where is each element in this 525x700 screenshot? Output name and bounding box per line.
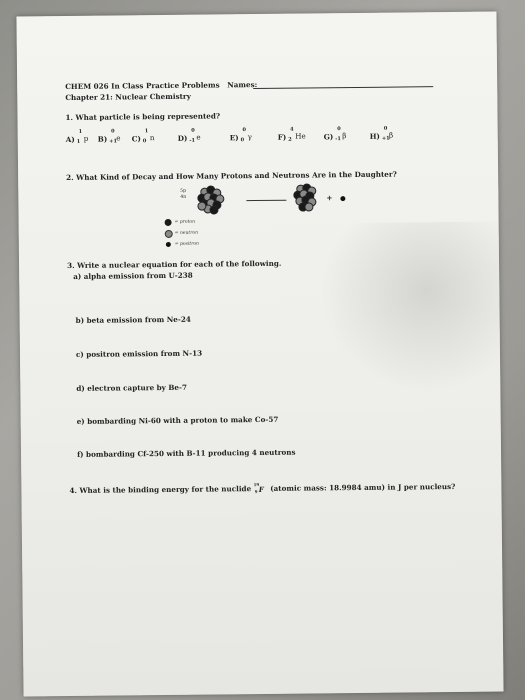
- q1-option-charge: 2: [288, 136, 292, 143]
- q1-option-nuclide: [142, 128, 161, 145]
- q1-option-label: C): [131, 134, 141, 144]
- q1-option-mass-number: 1: [144, 128, 149, 135]
- q1-option-mass-number: 1: [78, 128, 83, 135]
- q1-option-symbol: β: [342, 131, 347, 141]
- neutron-ball: [304, 202, 313, 211]
- q1-option-symbol: n: [149, 133, 155, 143]
- q1-option-charge: +1: [381, 135, 390, 142]
- neutron-ball: [197, 202, 206, 211]
- q1-option-symbol: e: [116, 133, 121, 143]
- q1-option-nuclide: [189, 127, 207, 145]
- q4-question: [69, 482, 455, 496]
- q1-option-mass-number: 4: [290, 126, 294, 133]
- q1-option-symbol: p: [83, 133, 89, 143]
- q1-option-symbol: β: [388, 130, 394, 140]
- q3-question: 3. Write a nuclear equation for each of the following.: [67, 258, 282, 271]
- names-label: Names:: [227, 80, 258, 90]
- q4-question-end: (atomic mass: 18.9984 amu) in J per nucleus?: [270, 481, 456, 493]
- course-title: CHEM 026 In Class Practice Problems: [65, 80, 220, 92]
- q1-option-mass-number: 0: [383, 125, 388, 132]
- q3-part-d: d) electron capture by Be-7: [76, 382, 188, 393]
- q1-option-label: H): [369, 131, 380, 141]
- q1-option-symbol: γ: [247, 132, 252, 142]
- q1-option-label: B): [97, 134, 108, 144]
- q1-option-nuclide: [335, 126, 353, 143]
- particle-legend: [165, 218, 225, 255]
- q1-option-nuclide: [109, 128, 127, 145]
- proton-ball: [209, 205, 218, 214]
- q1-option-label: D): [177, 133, 188, 143]
- q1-option-charge: +1: [109, 138, 117, 145]
- q4-nuclide-mass: 19: [253, 481, 260, 487]
- q3-part-c: c) positron emission from N-13: [75, 348, 203, 359]
- q1-option-mass-number: 0: [111, 128, 115, 135]
- q1-option-charge: 0: [142, 138, 147, 145]
- q1-option-charge: -1: [335, 136, 341, 143]
- q1-option-h: [369, 125, 400, 143]
- q4-nuclide-symbol: F: [258, 484, 264, 494]
- q1-option-a: [65, 128, 95, 146]
- q1-option-mass-number: 0: [242, 127, 247, 134]
- legend-neutron-label: = neutron: [174, 230, 198, 236]
- reaction-arrow: [246, 200, 286, 201]
- q1-option-d: [177, 127, 208, 145]
- q1-option-label: A): [65, 134, 75, 145]
- q1-option-nuclide: [381, 125, 400, 143]
- q3-part-e: e) bombarding Ni-60 with a proton to make Co-57: [76, 414, 279, 426]
- q3-part-f: f) bombarding Cf-250 with B-11 producing 4 neutrons: [76, 447, 296, 459]
- legend-proton-icon: [165, 219, 172, 226]
- q1-option-f: [277, 126, 307, 144]
- q1-option-mass-number: 0: [337, 126, 341, 133]
- names-line: [253, 86, 433, 89]
- q1-option-e: [229, 127, 259, 144]
- daughter-nucleus: [290, 183, 316, 211]
- q4-nuclide: [253, 481, 268, 494]
- q1-option-label: E): [229, 133, 239, 143]
- q3-part-b: b) beta emission from Ne-24: [75, 314, 191, 325]
- q1-option-label: G): [323, 132, 334, 142]
- q4-nuclide-atomic-number: 9: [254, 488, 258, 494]
- legend-positron-label: = positron: [174, 241, 199, 247]
- q3-part-a: a) alpha emission from U-238: [73, 270, 193, 281]
- worksheet-page: [16, 12, 503, 697]
- q4-question-start: 4. What is the binding energy for the nuclide: [69, 484, 252, 496]
- q1-option-nuclide: [288, 126, 306, 144]
- q1-option-nuclide: [240, 127, 259, 144]
- q1-option-symbol: He: [295, 131, 306, 141]
- q1-option-c: [131, 128, 161, 145]
- parent-neutron-count: 4n: [180, 194, 187, 200]
- plus-sign: +: [326, 193, 333, 203]
- q1-question: 1. What particle is being represented?: [65, 111, 221, 123]
- q1-option-label: F): [277, 132, 287, 142]
- q1-option-nuclide: [76, 128, 95, 146]
- legend-proton-label: = proton: [174, 219, 196, 225]
- q1-option-charge: 1: [76, 138, 81, 145]
- q2-question: 2. What Kind of Decay and How Many Protons and Neutrons Are in the Daughter?: [66, 169, 397, 183]
- q1-option-symbol: e: [196, 132, 201, 142]
- q1-option-charge: -1: [189, 137, 195, 144]
- q1-option-mass-number: 0: [191, 127, 195, 134]
- parent-nucleus: [194, 185, 224, 215]
- q1-option-charge: 0: [240, 137, 245, 144]
- chapter-title: Chapter 21: Nuclear Chemistry: [65, 91, 191, 103]
- legend-positron-icon: [166, 242, 171, 247]
- emitted-positron: [340, 196, 345, 201]
- q1-option-g: [323, 126, 354, 143]
- q1-option-b: [97, 128, 128, 145]
- parent-proton-count: 5p: [180, 188, 187, 194]
- legend-neutron-icon: [165, 230, 173, 238]
